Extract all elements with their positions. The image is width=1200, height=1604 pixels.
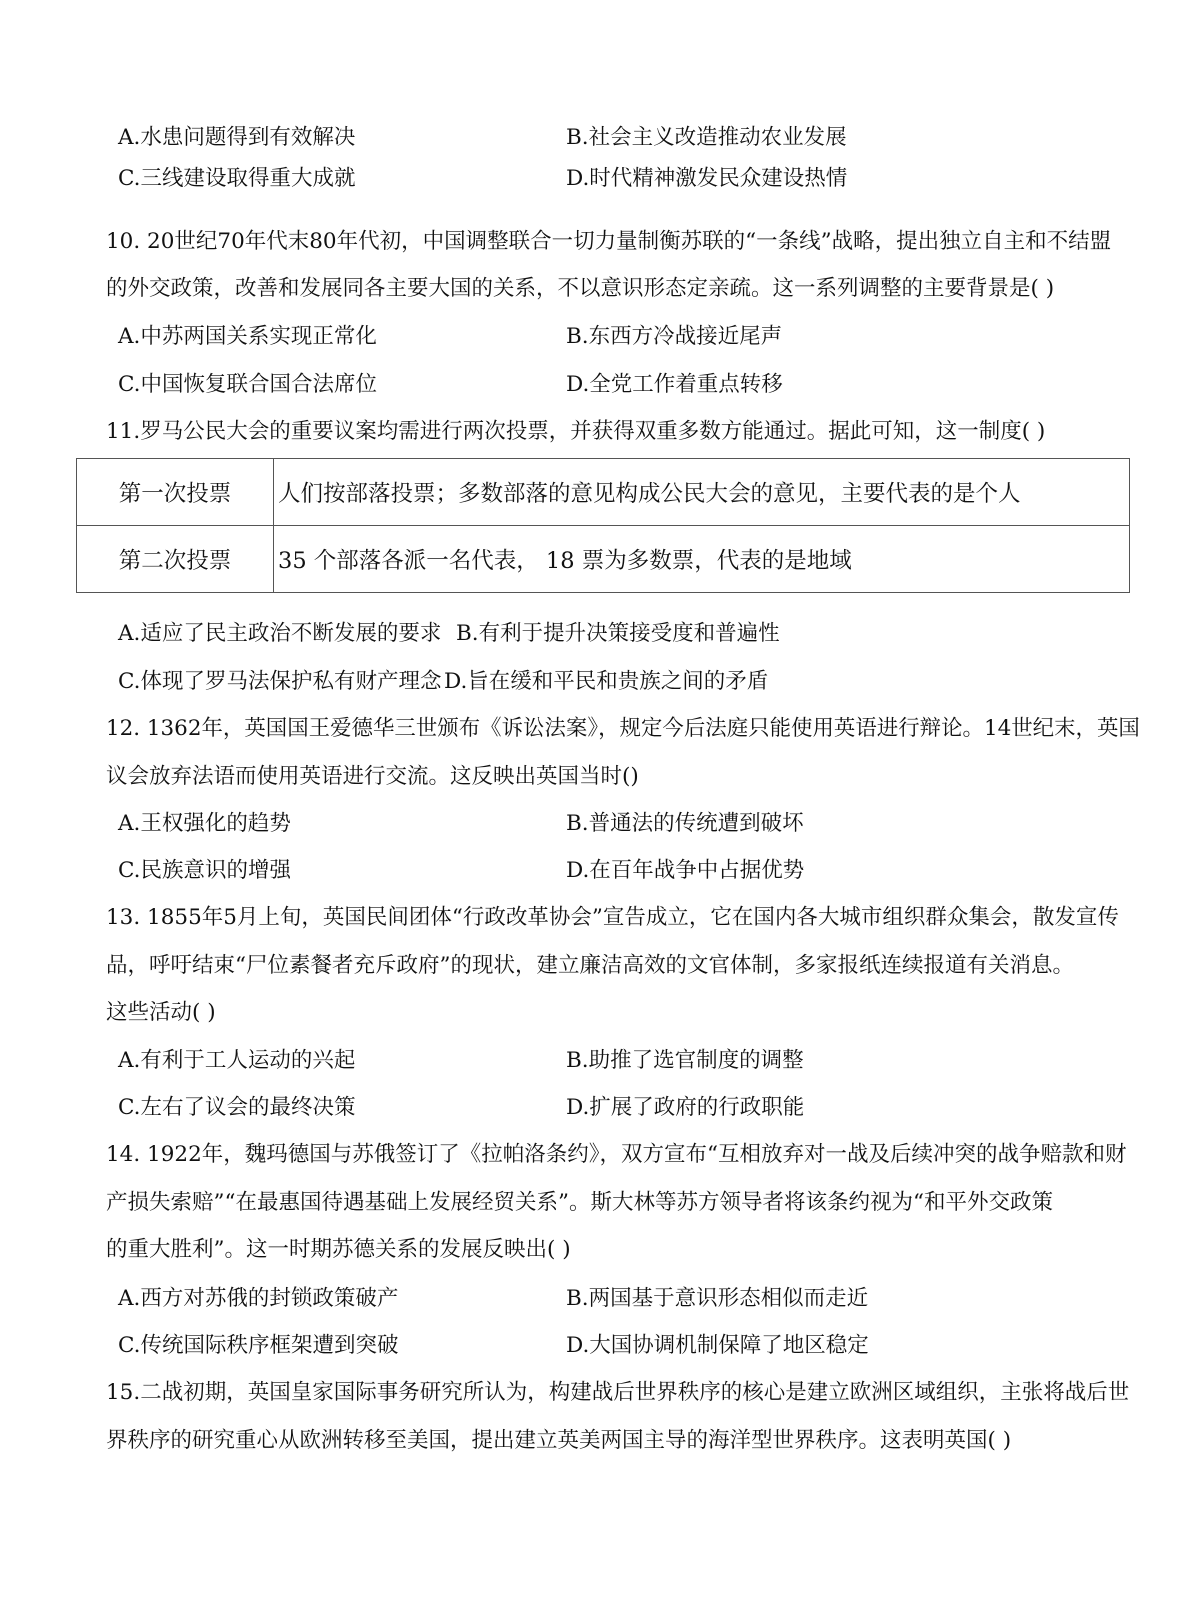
q14-option-b: B.两国基于意识形态相似而走近: [566, 1286, 869, 1311]
q11-option-c: C.体现了罗马法保护私有财产理念: [118, 669, 442, 694]
table-row-label: 第二次投票: [77, 526, 274, 593]
q12-option-a: A.王权强化的趋势: [118, 811, 291, 836]
q14-option-a: A.西方对苏俄的封锁政策破产: [118, 1286, 399, 1311]
q10-option-c: C.中国恢复联合国合法席位: [118, 372, 378, 397]
q12-option-c: C.民族意识的增强: [118, 858, 292, 883]
table-row: [77, 526, 1130, 593]
table-row-label: 第一次投票: [77, 459, 274, 526]
q14-option-d: D.大国协调机制保障了地区稳定: [566, 1333, 869, 1358]
q12-stem-line-2: 议会放弃法语而使用英语进行交流。这反映出英国当时(): [106, 764, 639, 789]
table-row: [77, 459, 1130, 526]
q10-stem-line-1: 10. 20世纪70年代末80年代初，中国调整联合一切力量制衡苏联的“一条线”战略，提出独立自主和不结盟: [106, 229, 1112, 254]
table-row-text: 人们按部落投票；多数部落的意见构成公民大会的意见，主要代表的是个人: [274, 459, 1130, 526]
q13-option-d: D.扩展了政府的行政职能: [566, 1095, 805, 1120]
q11-option-d: D.旨在缓和平民和贵族之间的矛盾: [444, 669, 769, 694]
q9-option-b: B.社会主义改造推动农业发展: [566, 125, 847, 150]
q12-option-b: B.普通法的传统遭到破坏: [566, 811, 804, 836]
q14-stem-line-3: 的重大胜利”。这一时期苏德关系的发展反映出( ): [106, 1237, 571, 1262]
q13-stem-line-3: 这些活动( ): [106, 1000, 216, 1025]
q13-option-b: B.助推了选官制度的调整: [566, 1048, 804, 1073]
q10-option-a: A.中苏两国关系实现正常化: [118, 324, 377, 349]
q11-option-a: A.适应了民主政治不断发展的要求: [118, 621, 442, 646]
q15-stem-line-2: 界秩序的研究重心从欧洲转移至美国，提出建立英美两国主导的海洋型世界秩序。这表明英国( ): [106, 1428, 1012, 1453]
q10-option-b: B.东西方冷战接近尾声: [566, 324, 783, 349]
q9-option-c: C.三线建设取得重大成就: [118, 166, 356, 191]
q13-stem-line-1: 13. 1855年5月上旬，英国民间团体“行政改革协会”宣告成立，它在国内各大城市组织群众集会，散发宣传: [106, 905, 1119, 930]
q13-stem-line-2: 品，呼吁结束“尸位素餐者充斥政府”的现状，建立廉洁高效的文官体制，多家报纸连续报道有关消息。: [106, 953, 1074, 978]
q11-stem-line-1: 11.罗马公民大会的重要议案均需进行两次投票，并获得双重多数方能通过。据此可知，这一制度( ): [106, 419, 1046, 444]
q13-option-a: A.有利于工人运动的兴起: [118, 1048, 356, 1073]
q12-stem-line-1: 12. 1362年，英国国王爱德华三世颁布《诉讼法案》，规定今后法庭只能使用英语进行辩论。14世纪末，英国: [106, 716, 1140, 741]
q14-stem-line-1: 14. 1922年，魏玛德国与苏俄签订了《拉帕洛条约》，双方宣布“互相放弃对一战及后续冲突的战争赔款和财: [106, 1142, 1127, 1167]
q12-option-d: D.在百年战争中占据优势: [566, 858, 805, 883]
table-row-text: 35 个部落各派一名代表， 18 票为多数票，代表的是地域: [274, 526, 1130, 593]
q9-option-d: D.时代精神激发民众建设热情: [566, 166, 848, 191]
q14-option-c: C.传统国际秩序框架遭到突破: [118, 1333, 399, 1358]
q14-stem-line-2: 产损失索赔”“在最惠国待遇基础上发展经贸关系”。斯大林等苏方领导者将该条约视为“和平外交政策: [106, 1190, 1053, 1215]
q10-option-d: D.全党工作着重点转移: [566, 372, 783, 397]
q10-stem-line-2: 的外交政策，改善和发展同各主要大国的关系，不以意识形态定亲疏。这一系列调整的主要背景是( ): [106, 276, 1055, 301]
q11-voting-table: [76, 458, 1130, 593]
q15-stem-line-1: 15.二战初期，英国皇家国际事务研究所认为，构建战后世界秩序的核心是建立欧洲区域组织，主张将战后世: [106, 1380, 1130, 1405]
q11-option-b: B.有利于提升决策接受度和普遍性: [456, 621, 780, 646]
q9-option-a: A.水患问题得到有效解决: [118, 125, 356, 150]
q13-option-c: C.左右了议会的最终决策: [118, 1095, 356, 1120]
